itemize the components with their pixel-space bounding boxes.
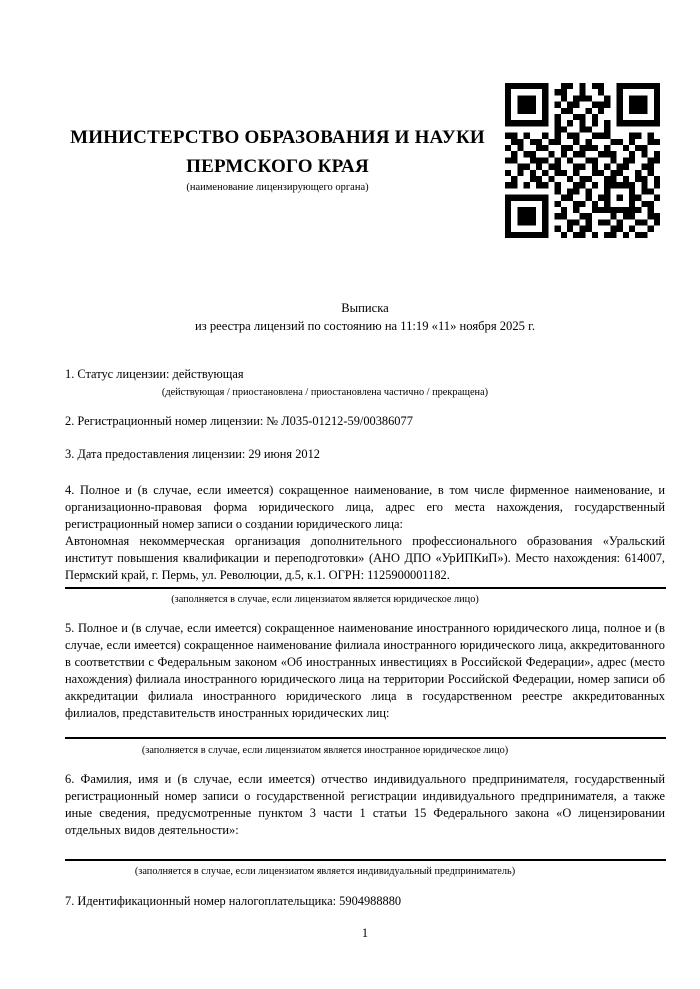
- legal-entity-caption: (заполняется в случае, если лицензиатом является юридическое лицо): [171, 594, 479, 605]
- legal-entity-text: 4. Полное и (в случае, если имеется) сокращенное наименование, в том числе фирменное наименование, и организационно-правовая форма юридического лица, адрес его места нахождения, государственный регистрационный номер записи о создании юридического лица:: [65, 483, 665, 531]
- registration-number-item: 2. Регистрационный номер лицензии: № Л035-01212-59/00386077: [65, 414, 413, 428]
- licensing-authority-header: [65, 123, 490, 194]
- legal-entity-item: [65, 482, 665, 584]
- license-status-item: 1. Статус лицензии: действующая: [65, 367, 244, 381]
- entrepreneur-caption: (заполняется в случае, если лицензиатом является индивидуальный предприниматель): [134, 866, 516, 877]
- foreign-entity-divider: [65, 737, 666, 739]
- entrepreneur-divider: [65, 859, 666, 861]
- ministry-name-line1: МИНИСТЕРСТВО ОБРАЗОВАНИЯ И НАУКИ: [70, 127, 485, 148]
- extract-title-block: [65, 300, 665, 335]
- entrepreneur-item: 6. Фамилия, имя и (в случае, если имеется) отчество индивидуального предпринимателя, государственный регистрационный номер записи о государственной регистрации индивидуального предпринимателя, а также иные сведения, предусмотренные пунктом 3 части 1 статьи 15 Федерального закона «О лицензировании отдельных видов деятельности»:: [65, 772, 665, 837]
- foreign-entity-caption: (заполняется в случае, если лицензиатом является иностранное юридическое лицо): [141, 745, 509, 756]
- legal-entity-divider: [65, 587, 666, 589]
- foreign-entity-item: 5. Полное и (в случае, если имеется) сокращенное наименование иностранного юридического лица, полное и (в случае, если имеется) сокращенное наименование филиала иностранного юридического лица, аккредитованного в соответствии с Федеральным законом «Об иностранных инвестициях в Российской Федерации», адрес (место нахождения) филиала иностранного юридического лица на территории Российской Федерации, номер записи об аккредитации филиала иностранного юридического лица в государственном реестре аккредитованных филиалов, представительств иностранных юридических лиц:: [65, 621, 665, 720]
- page-number: 1: [361, 926, 369, 940]
- taxpayer-id-item: 7. Идентификационный номер налогоплательщика: 5904988880: [65, 894, 402, 908]
- grant-date-item: 3. Дата предоставления лицензии: 29 июня 2012: [65, 447, 321, 461]
- ministry-name-line2: ПЕРМСКОГО КРАЯ: [186, 156, 369, 177]
- license-status-caption: (действующая / приостановлена / приостановлена частично / прекращена): [161, 387, 489, 398]
- qr-code: [505, 83, 660, 238]
- extract-subtitle: из реестра лицензий по состоянию на 11:19 «11» ноября 2025 г.: [194, 318, 535, 333]
- licensing-authority-caption: (наименование лицензирующего органа): [186, 182, 369, 193]
- legal-entity-value: Автономная некоммерческая организация дополнительного профессионального образования «Уральский институт повышения квалификации и переподготовки» (АНО ДПО «УрИПКиП»). Место нахождения: 614007, Пермский край, г. Пермь, ул. Революции, д.5, к.1. ОГРН: 1125900001182.: [65, 534, 665, 582]
- extract-title: Выписка: [341, 301, 389, 315]
